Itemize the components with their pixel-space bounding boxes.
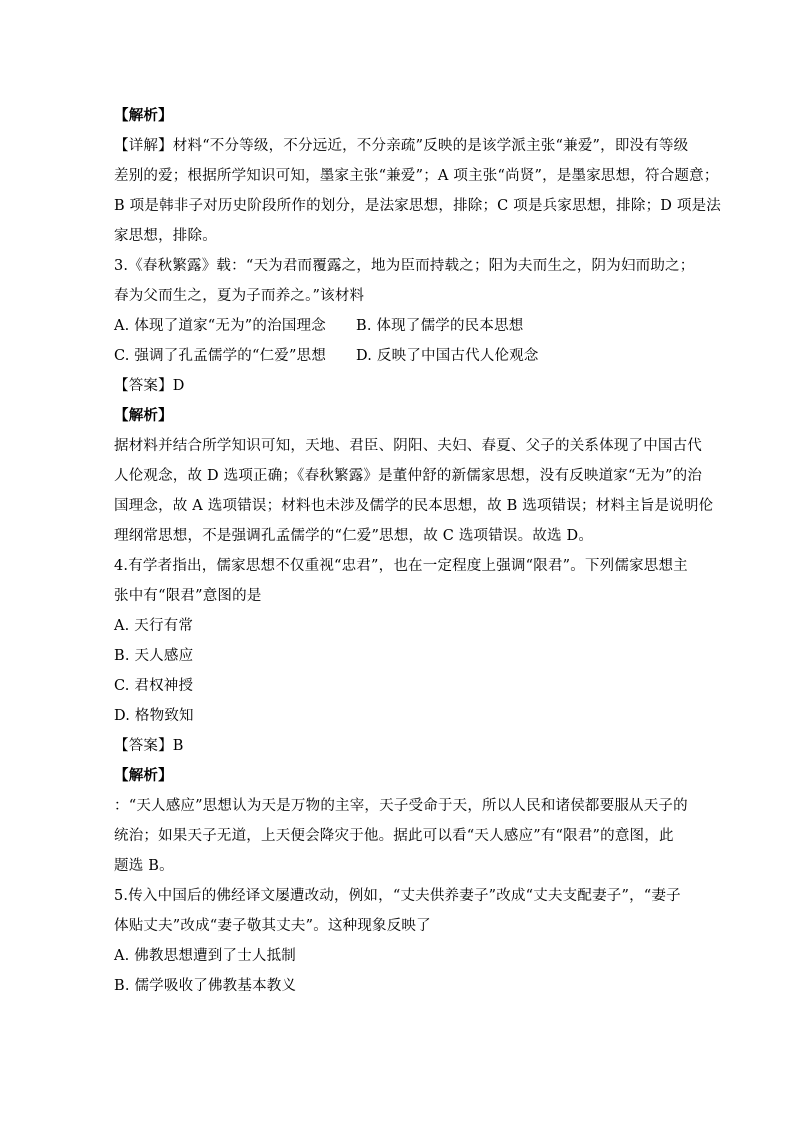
q4-option-a: A. 天行有常 [114, 618, 194, 634]
q3-option-a: A. 体现了道家“无为”的治国理念 [114, 318, 326, 334]
q2-detail-line-1: 【详解】材料“不分等级，不分远近，不分亲疏”反映的是该学派主张“兼爱”，即没有等级 [114, 138, 689, 154]
q3-options-row-1 [114, 311, 680, 341]
q3-option-b: B. 体现了儒学的民本思想 [356, 318, 524, 334]
q2-detail-line-4: 家思想，排除。 [114, 228, 217, 244]
q4-stem-line-2: 张中有“限君”意图的是 [114, 588, 262, 604]
q3-analysis-line-1: 据材料并结合所学知识可知，天地、君臣、阴阳、夫妇、春夏、父子的关系体现了中国古代 [114, 438, 702, 454]
q3-stem-line-2: 春为父而生之，夏为子而养之。”该材料 [114, 288, 365, 304]
q3-options-row-2 [114, 341, 680, 371]
q4-analysis-line-2: 统治；如果天子无道，上天便会降灾于他。据此可以看“天人感应”有“限君”的意图，此 [114, 828, 674, 844]
q5-stem-line-2: 体贴丈夫”改成“妻子敬其丈夫”。这种现象反映了 [114, 918, 431, 934]
q5-option-a: A. 佛教思想遭到了士人抵制 [114, 948, 296, 964]
q2-detail-line-3: B 项是韩非子对历史阶段所作的划分，是法家思想，排除；C 项是兵家思想，排除；D 项是法 [114, 198, 721, 214]
q3-analysis-label: 【解析】 [114, 407, 173, 424]
q4-option-b: B. 天人感应 [114, 648, 194, 664]
q3-stem-line-1: 3.《春秋繁露》载：“天为君而覆露之，地为臣而持载之；阳为夫而生之，阴为妇而助之； [114, 258, 695, 274]
q2-analysis-label: 【解析】 [114, 107, 173, 124]
q4-analysis-line-1: ：“天人感应”思想认为天是万物的主宰，天子受命于天，所以人民和诸侯都要服从天子的 [114, 798, 688, 814]
q4-analysis-line-3: 题选 B。 [114, 858, 174, 874]
q4-stem-line-1: 4.有学者指出，儒家思想不仅重视“忠君”，也在一定程度上强调“限君”。下列儒家思想主 [114, 558, 688, 574]
q4-option-d: D. 格物致知 [114, 708, 194, 724]
q3-answer: 【答案】D [114, 378, 185, 394]
q3-analysis-line-2: 人伦观念，故 D 选项正确；《春秋繁露》是董仲舒的新儒家思想，没有反映道家“无为”的治 [114, 468, 703, 484]
q3-option-d: D. 反映了中国古代人伦观念 [356, 348, 539, 364]
q5-stem-line-1: 5.传入中国后的佛经译文屡遭改动，例如，“丈夫供养妻子”改成“丈夫支配妻子”，“妻子 [114, 888, 681, 904]
q4-option-c: C. 君权神授 [114, 678, 194, 694]
document-page [114, 101, 721, 1001]
q3-option-c: C. 强调了孔孟儒学的“仁爱”思想 [114, 348, 327, 364]
q2-detail-line-2: 差别的爱；根据所学知识可知，墨家主张“兼爱”；A 项主张“尚贤”，是墨家思想，符合题意； [114, 168, 719, 184]
q4-answer: 【答案】B [114, 738, 184, 754]
q4-analysis-label: 【解析】 [114, 767, 173, 784]
q3-analysis-line-4: 理纲常思想，不是强调孔孟儒学的“仁爱”思想，故 C 选项错误。故选 D。 [114, 528, 594, 544]
q3-analysis-line-3: 国理念，故 A 选项错误；材料也未涉及儒学的民本思想，故 B 选项错误；材料主旨是说明伦 [114, 498, 714, 514]
q5-option-b: B. 儒学吸收了佛教基本教义 [114, 978, 297, 994]
